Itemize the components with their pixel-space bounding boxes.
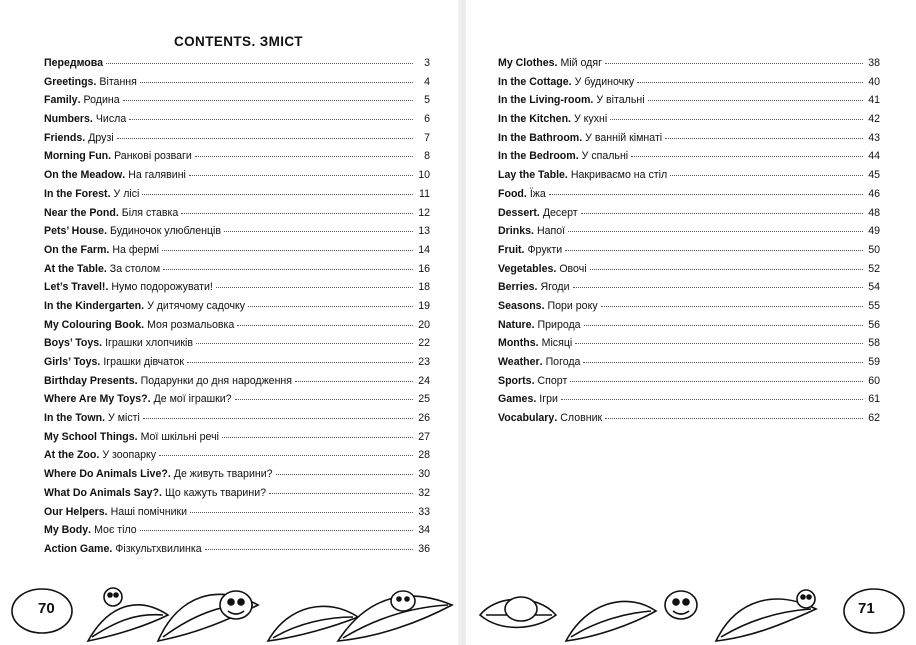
entry-page-number: 28 xyxy=(418,449,430,462)
entry-title-ua: Місяці xyxy=(541,337,573,350)
entry-title-en: My School Things xyxy=(44,430,135,443)
entry-page-number: 13 xyxy=(418,225,430,238)
entry-title-en: Numbers xyxy=(44,113,90,126)
contents-entry xyxy=(44,244,430,263)
entry-title-en: My Colouring Book xyxy=(44,318,142,331)
entry-title-en: Girls’ Toys xyxy=(44,356,98,368)
entry-title-ua: Моє тіло xyxy=(94,524,137,537)
contents-entry xyxy=(44,524,430,543)
dot-leader xyxy=(581,213,863,214)
entry-title-ua: Де мої іграшки? xyxy=(153,393,232,406)
entry-title-en: Seasons xyxy=(498,299,542,312)
entry-separator: . xyxy=(541,299,545,312)
leaf-bug-border-icon xyxy=(8,575,454,645)
entry-separator: . xyxy=(575,150,579,163)
entry-page-number: 10 xyxy=(418,169,430,182)
entry-title-ua: Ігри xyxy=(539,393,558,406)
entry-title-ua: Родина xyxy=(83,94,120,107)
dot-leader xyxy=(222,437,413,438)
entry-page-number: 33 xyxy=(418,505,430,518)
entry-title-ua: За столом xyxy=(109,262,161,275)
entry-title-ua: У зоопарку xyxy=(102,449,157,462)
dot-leader xyxy=(584,325,863,326)
entry-title-en: At the Zoo xyxy=(44,449,97,462)
contents-entry xyxy=(44,337,430,356)
entry-title-ua: Моя розмальовка xyxy=(147,318,235,331)
entry-separator: . xyxy=(554,412,558,425)
page-number-right: 71 xyxy=(858,600,875,617)
entry-title-en: Action Game xyxy=(44,542,110,555)
entry-title-ua: Пори року xyxy=(547,299,598,312)
entry-title-ua: Друзі xyxy=(88,131,114,144)
entry-title-en: Sports xyxy=(498,374,532,387)
entry-title-en: Fruit xyxy=(498,243,522,256)
entry-title-ua: У місті xyxy=(108,412,140,425)
dot-leader xyxy=(549,194,863,195)
entry-title-ua: У кухні xyxy=(574,113,608,126)
dot-leader xyxy=(224,231,413,232)
entry-page-number: 22 xyxy=(418,337,430,350)
entry-page-number: 60 xyxy=(868,374,880,387)
entry-title-en: Boys’ Toys xyxy=(44,337,100,350)
entry-title-en: In the Kitchen xyxy=(498,113,569,126)
entry-title-en: In the Cottage xyxy=(498,75,569,88)
entry-page-number: 46 xyxy=(868,187,880,200)
contents-entry xyxy=(44,169,430,188)
entry-separator: . xyxy=(158,486,162,499)
entry-page-number: 45 xyxy=(868,169,880,182)
entry-title-ua: Їжа xyxy=(529,187,546,200)
contents-entry xyxy=(498,412,880,431)
entry-title-ua: Спорт xyxy=(537,374,568,387)
entry-title-en: Drinks xyxy=(498,225,531,238)
dot-leader xyxy=(237,325,413,326)
entry-title-en: In the Bedroom xyxy=(498,150,576,163)
entry-separator: . xyxy=(103,262,107,275)
entry-separator: . xyxy=(535,337,539,350)
entry-separator: . xyxy=(568,113,571,126)
entry-page-number: 23 xyxy=(418,356,430,368)
entry-separator: . xyxy=(97,356,101,368)
dot-leader xyxy=(648,100,863,101)
contents-entry xyxy=(44,449,430,468)
entry-separator: . xyxy=(77,94,81,107)
entry-page-number: 7 xyxy=(424,131,430,144)
dot-leader xyxy=(181,213,413,214)
entry-title-en: In the Town xyxy=(44,412,103,425)
entry-title-en: Family xyxy=(44,94,78,107)
entry-title-en: Birthday Presents xyxy=(44,374,135,387)
contents-entry xyxy=(498,300,880,319)
entry-title-en: Months xyxy=(498,337,536,350)
entry-page-number: 62 xyxy=(868,412,880,425)
dot-leader xyxy=(601,306,863,307)
contents-entry xyxy=(44,281,430,300)
leaf-bug-border-icon xyxy=(476,575,908,645)
dot-leader xyxy=(205,549,413,550)
dot-leader xyxy=(295,381,413,382)
entry-separator: . xyxy=(590,94,594,107)
entry-separator: . xyxy=(134,430,138,443)
entry-page-number: 5 xyxy=(424,94,430,107)
entry-title-en: Greetings xyxy=(44,75,94,88)
contents-entry xyxy=(44,57,430,76)
entry-title-en: My Body xyxy=(44,524,89,537)
entry-separator: . xyxy=(531,374,535,387)
entry-separator: . xyxy=(167,468,171,481)
dot-leader xyxy=(190,512,413,513)
entry-title-en: Vegetables xyxy=(498,262,554,275)
entry-page-number: 8 xyxy=(424,150,430,163)
dot-leader xyxy=(163,269,413,270)
contents-entry xyxy=(44,225,430,244)
entry-title-en: What Do Animals Say? xyxy=(44,486,159,499)
entry-separator: . xyxy=(93,75,97,88)
contents-entry xyxy=(44,412,430,431)
entry-title-ua: У ванній кімнаті xyxy=(585,131,663,144)
contents-entry xyxy=(44,263,430,282)
entry-page-number: 19 xyxy=(418,299,430,312)
dot-leader xyxy=(575,343,863,344)
dot-leader xyxy=(561,399,863,400)
entry-separator: . xyxy=(534,281,538,294)
entry-separator: . xyxy=(122,169,126,182)
entry-separator: . xyxy=(107,187,111,200)
entry-title-ua: Нумо подорожувати! xyxy=(111,281,213,294)
entry-page-number: 26 xyxy=(418,412,430,425)
dot-leader xyxy=(605,418,863,419)
dot-leader xyxy=(189,175,413,176)
contents-entry xyxy=(44,150,430,169)
entry-title-ua: У спальні xyxy=(581,150,629,163)
dot-leader xyxy=(187,362,413,363)
contents-entry xyxy=(498,207,880,226)
entry-title-en: Nature xyxy=(498,318,532,331)
dot-leader xyxy=(631,156,863,157)
entry-page-number: 56 xyxy=(868,318,880,331)
entry-title-ua: У лісі xyxy=(113,187,140,200)
entry-page-number: 38 xyxy=(868,57,880,69)
dot-leader xyxy=(583,362,863,363)
entry-page-number: 49 xyxy=(868,225,880,238)
contents-entry xyxy=(44,207,430,226)
entry-title-ua: Подарунки до дня народження xyxy=(140,374,293,387)
contents-entry xyxy=(498,225,880,244)
contents-entry xyxy=(498,132,880,151)
entry-title-ua: Що кажуть тварини? xyxy=(164,486,267,499)
entry-title-en: My Clothes xyxy=(498,57,555,69)
dot-leader xyxy=(195,156,413,157)
entry-title-ua: Овочі xyxy=(559,262,587,275)
entry-title-ua: Погода xyxy=(545,356,581,368)
entry-separator: . xyxy=(89,113,93,126)
dot-leader xyxy=(568,231,863,232)
dot-leader xyxy=(570,381,863,382)
entry-title-en: Friends xyxy=(44,131,83,144)
entry-page-number: 55 xyxy=(868,299,880,312)
entry-page-number: 41 xyxy=(868,94,880,107)
contents-list-right xyxy=(498,57,880,431)
entry-title-ua: Біля ставка xyxy=(121,206,179,219)
dot-leader xyxy=(123,100,413,101)
entry-title-ua: Ранкові розваги xyxy=(114,150,192,163)
dot-leader xyxy=(276,474,413,475)
dot-leader xyxy=(159,455,413,456)
contents-entry xyxy=(44,543,430,562)
dot-leader xyxy=(565,250,863,251)
entry-separator: . xyxy=(106,243,110,256)
entry-title-en: Where Do Animals Live? xyxy=(44,468,168,481)
contents-entry xyxy=(498,57,880,76)
entry-title-ua: Наші помічники xyxy=(110,505,188,518)
contents-entry xyxy=(44,113,430,132)
entry-separator: . xyxy=(147,393,151,406)
entry-separator: . xyxy=(102,412,106,425)
dot-leader xyxy=(637,82,863,83)
entry-page-number: 4 xyxy=(424,75,430,88)
entry-separator: . xyxy=(553,262,557,275)
entry-separator: . xyxy=(104,505,108,518)
entry-separator: . xyxy=(82,131,86,144)
entry-separator: . xyxy=(521,243,525,256)
entry-title-ua: У будиночку xyxy=(574,75,635,88)
entry-page-number: 58 xyxy=(868,337,880,350)
contents-entry xyxy=(44,319,430,338)
contents-entry xyxy=(498,188,880,207)
entry-title-ua: Де живуть тварини? xyxy=(173,468,273,481)
entry-title-en: Berries xyxy=(498,281,535,294)
entry-separator: . xyxy=(141,318,145,331)
entry-page-number: 16 xyxy=(418,262,430,275)
contents-entry xyxy=(498,393,880,412)
contents-entry xyxy=(498,263,880,282)
entry-page-number: 24 xyxy=(418,374,430,387)
contents-entry xyxy=(498,375,880,394)
entry-page-number: 43 xyxy=(868,131,880,144)
contents-entry xyxy=(44,393,430,412)
entry-title-ua: Вітання xyxy=(99,75,137,88)
entry-page-number: 27 xyxy=(418,430,430,443)
entry-title-ua: У вітальні xyxy=(596,94,645,107)
dot-leader xyxy=(216,287,413,288)
entry-title-ua: Природа xyxy=(537,318,581,331)
entry-page-number: 14 xyxy=(418,243,430,256)
entry-separator: . xyxy=(134,374,138,387)
entry-title-ua: У дитячому садочку xyxy=(147,299,246,312)
entry-page-number: 18 xyxy=(418,281,430,294)
dot-leader xyxy=(142,194,413,195)
entry-separator: . xyxy=(108,150,112,163)
dot-leader xyxy=(140,530,413,531)
entry-page-number: 32 xyxy=(418,486,430,499)
entry-title-en: On the Farm xyxy=(44,243,107,256)
entry-title-ua: Ягоди xyxy=(540,281,570,294)
dot-leader xyxy=(248,306,413,307)
entry-title-ua: Десерт xyxy=(542,206,578,219)
entry-page-number: 11 xyxy=(419,187,430,200)
entry-title-en: In the Bathroom xyxy=(498,131,580,144)
dot-leader xyxy=(106,63,413,64)
entry-separator: . xyxy=(568,75,572,88)
entry-title-en: In the Living-room xyxy=(498,94,591,107)
entry-title-en: Food xyxy=(498,187,524,200)
entry-page-number: 40 xyxy=(868,75,880,88)
entry-title-en: Dessert xyxy=(498,206,537,219)
dot-leader xyxy=(665,138,863,139)
entry-title-ua: Числа xyxy=(95,113,127,126)
contents-entry xyxy=(498,244,880,263)
contents-entry xyxy=(44,94,430,113)
entry-title-en: Let’s Travel! xyxy=(44,281,106,294)
entry-title-ua: Словник xyxy=(560,412,603,425)
contents-entry xyxy=(498,113,880,132)
entry-title-en: In the Kindergarten xyxy=(44,299,142,312)
entry-title-ua: Мої шкільні речі xyxy=(140,430,219,443)
entry-page-number: 20 xyxy=(418,318,430,331)
entry-title-en: Vocabulary xyxy=(498,412,555,425)
dot-leader xyxy=(269,493,413,494)
dot-leader xyxy=(605,63,863,64)
entry-title-en: Where Are My Toys? xyxy=(44,393,148,406)
entry-title-en: Morning Fun xyxy=(44,150,109,163)
dot-leader xyxy=(573,287,863,288)
entry-separator: . xyxy=(88,524,92,537)
entry-separator: . xyxy=(539,356,543,368)
entry-page-number: 25 xyxy=(418,393,430,406)
dot-leader xyxy=(129,119,413,120)
contents-entry xyxy=(44,356,430,375)
contents-entry xyxy=(498,150,880,169)
entry-separator: . xyxy=(105,281,109,294)
entry-page-number: 44 xyxy=(868,150,880,163)
entry-separator: . xyxy=(523,187,527,200)
contents-entry xyxy=(44,487,430,506)
entry-separator: . xyxy=(104,225,108,238)
dot-leader xyxy=(196,343,413,344)
page-number-left: 70 xyxy=(38,600,55,617)
contents-entry xyxy=(498,94,880,113)
entry-title-ua: Іграшки хлопчиків xyxy=(105,337,193,350)
entry-title-en: Games xyxy=(498,393,534,406)
dot-leader xyxy=(117,138,413,139)
entry-title-en: In the Forest xyxy=(44,187,108,200)
contents-list-left xyxy=(44,57,430,562)
contents-entry xyxy=(498,319,880,338)
entry-title-ua: На фермі xyxy=(112,243,159,256)
dot-leader xyxy=(610,119,863,120)
contents-entry xyxy=(498,169,880,188)
entry-page-number: 54 xyxy=(868,281,880,294)
entry-title-en: Our Helpers xyxy=(44,505,105,518)
entry-page-number: 12 xyxy=(418,206,430,219)
entry-separator: . xyxy=(530,225,534,238)
entry-separator: . xyxy=(531,318,535,331)
entry-title-ua: Напої xyxy=(536,225,566,238)
contents-entry xyxy=(498,281,880,300)
dot-leader xyxy=(235,399,413,400)
entry-title-en: Передмова xyxy=(44,57,104,69)
entry-title-ua: Будиночок улюбленців xyxy=(110,225,222,238)
entry-title-ua: На галявині xyxy=(128,169,186,182)
entry-title-ua: Мій одяг xyxy=(560,57,602,69)
entry-separator: . xyxy=(96,449,100,462)
entry-page-number: 34 xyxy=(418,524,430,537)
contents-entry xyxy=(44,375,430,394)
entry-title-ua: Накриваємо на стіл xyxy=(570,169,668,182)
entry-separator: . xyxy=(141,299,145,312)
entry-page-number: 50 xyxy=(868,243,880,256)
entry-page-number: 36 xyxy=(418,542,430,555)
contents-entry xyxy=(44,506,430,525)
entry-page-number: 48 xyxy=(868,206,880,219)
contents-entry xyxy=(498,337,880,356)
entry-page-number: 3 xyxy=(424,57,430,69)
entry-title-en: At the Table xyxy=(44,262,104,275)
dot-leader xyxy=(143,418,413,419)
entry-separator: . xyxy=(564,169,568,182)
entry-separator: . xyxy=(536,206,540,219)
dot-leader xyxy=(670,175,863,176)
entry-title-ua: Іграшки дівчаток xyxy=(103,356,185,368)
dot-leader xyxy=(162,250,413,251)
entry-separator: . xyxy=(579,131,583,144)
contents-entry xyxy=(44,188,430,207)
entry-page-number: 52 xyxy=(868,262,880,275)
entry-title-en: On the Meadow xyxy=(44,169,123,182)
contents-entry xyxy=(498,356,880,375)
contents-entry xyxy=(44,132,430,151)
contents-entry xyxy=(44,300,430,319)
entry-page-number: 61 xyxy=(868,393,880,406)
entry-title-ua: Фрукти xyxy=(527,243,563,256)
entry-page-number: 30 xyxy=(418,468,430,481)
entry-page-number: 59 xyxy=(868,356,880,368)
entry-page-number: 42 xyxy=(868,113,880,126)
contents-entry xyxy=(44,468,430,487)
entry-separator: . xyxy=(99,337,103,350)
dot-leader xyxy=(140,82,413,83)
contents-entry xyxy=(498,76,880,95)
entry-separator: . xyxy=(554,57,558,69)
entry-separator: . xyxy=(109,542,113,555)
entry-title-ua: Фізкультхвилинка xyxy=(115,542,202,555)
page-title: CONTENTS. ЗМІСТ xyxy=(174,34,303,49)
entry-title-en: Near the Pond xyxy=(44,206,116,219)
entry-title-en: Lay the Table xyxy=(498,169,565,182)
contents-entry xyxy=(44,76,430,95)
contents-entry xyxy=(44,431,430,450)
entry-page-number: 6 xyxy=(424,113,430,126)
entry-title-en: Weather xyxy=(498,356,540,368)
entry-separator: . xyxy=(533,393,537,406)
entry-title-en: Pets’ House xyxy=(44,225,105,238)
entry-separator: . xyxy=(115,206,119,219)
dot-leader xyxy=(590,269,863,270)
